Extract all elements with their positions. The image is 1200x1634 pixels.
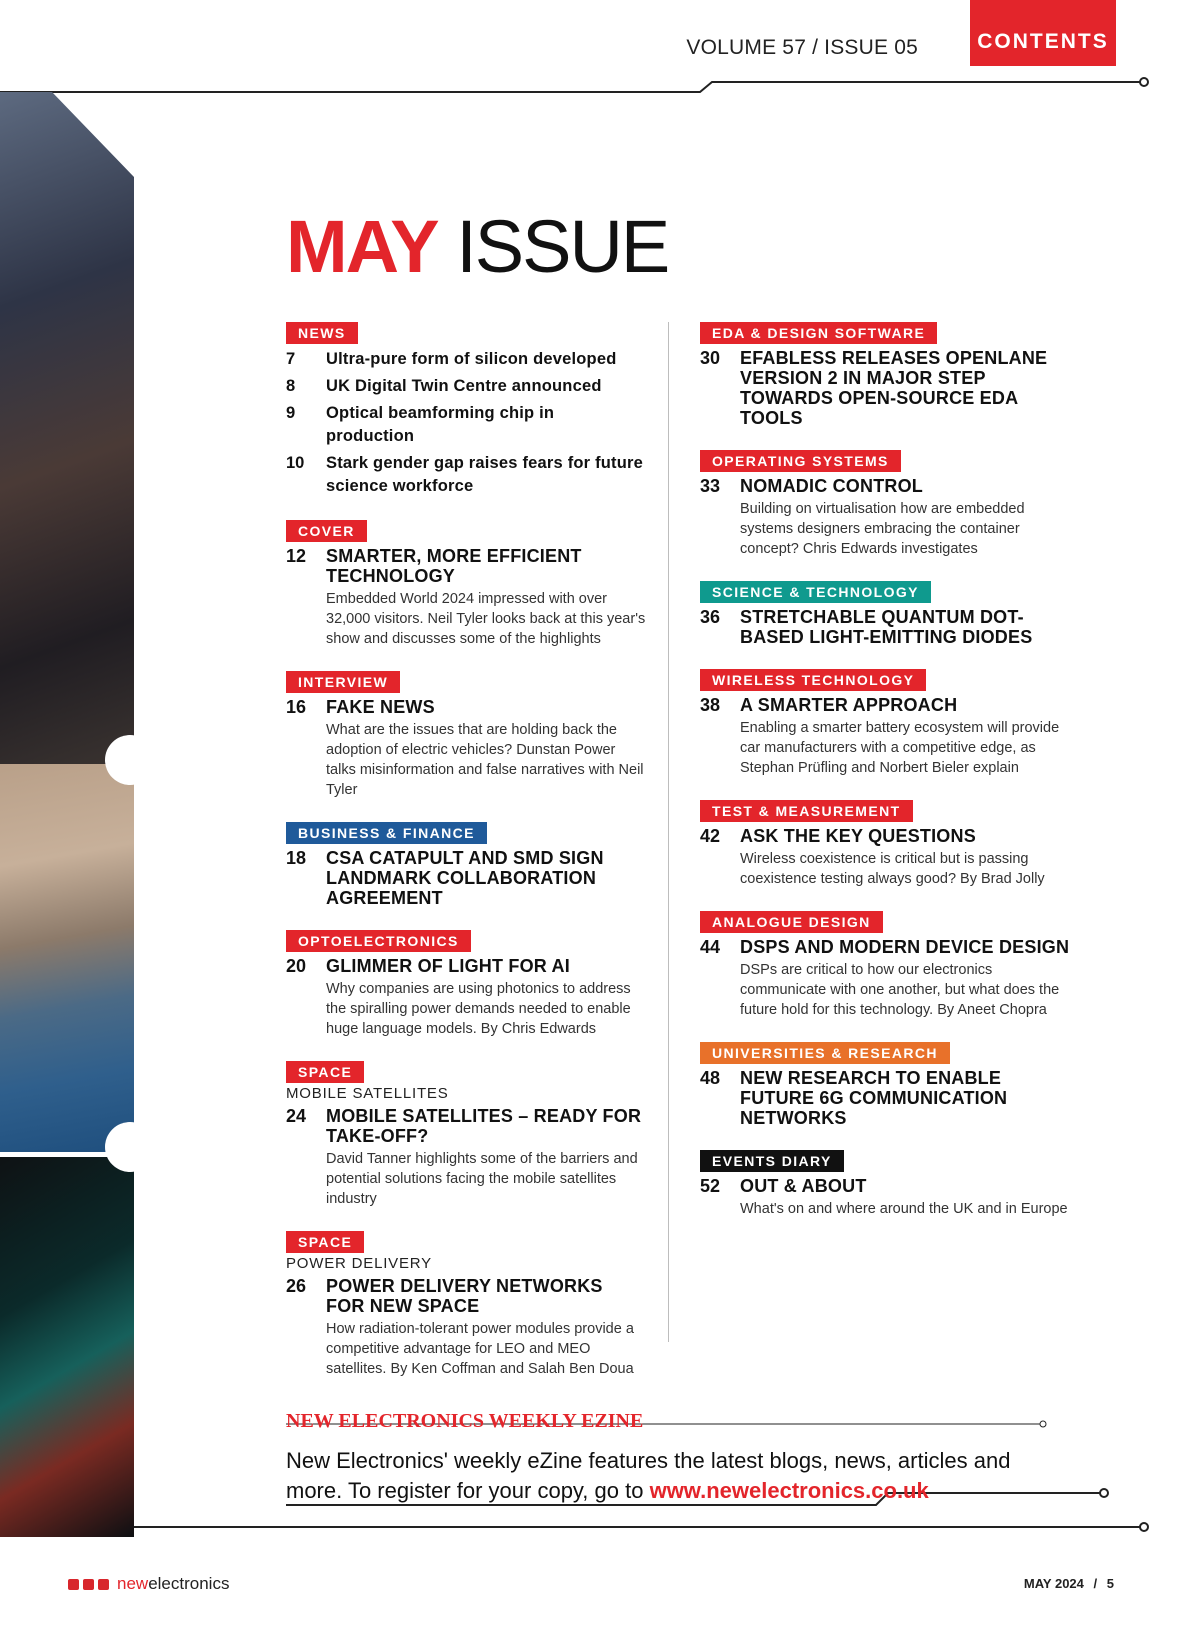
section-space-power	[286, 1231, 646, 1379]
item-description: Wireless coexistence is critical but is passing coexistence testing always good? By Brad Jolly	[740, 851, 1045, 887]
list-item[interactable]	[286, 546, 646, 649]
item-title: SMARTER, MORE EFFICIENT TECHNOLOGY	[326, 546, 582, 586]
section-tag: BUSINESS & FINANCE	[286, 822, 487, 844]
section-tag: SPACE	[286, 1061, 364, 1083]
item-title: MOBILE SATELLITES – READY FOR TAKE-OFF?	[326, 1106, 642, 1146]
section-tag: WIRELESS TECHNOLOGY	[700, 669, 926, 691]
item-title: GLIMMER OF LIGHT FOR AI	[326, 956, 570, 976]
page-number: 48	[700, 1068, 721, 1088]
page-number: 9	[286, 404, 296, 422]
column-divider	[668, 322, 669, 1342]
brand-electronics: electronics	[148, 1574, 230, 1593]
section-test-measurement	[700, 800, 1070, 889]
page-number: 44	[700, 937, 721, 957]
page-number: 18	[286, 848, 307, 868]
page-number: 42	[700, 826, 721, 846]
ezine-link[interactable]: www.newelectronics.co.uk	[649, 1478, 929, 1503]
section-tag: COVER	[286, 520, 367, 542]
page-number: 36	[700, 607, 721, 627]
section-eda	[700, 322, 1070, 428]
page-number: 38	[700, 695, 721, 715]
item-description: Building on virtualisation how are embedded systems designers embracing the container concept? Chris Edwards investigates	[740, 501, 1025, 557]
section-tag: SCIENCE & TECHNOLOGY	[700, 581, 931, 603]
section-tag: NEWS	[286, 322, 358, 344]
list-item[interactable]	[286, 1276, 646, 1379]
item-title: Stark gender gap raises fears for future science workforce	[326, 454, 644, 495]
section-universities-research	[700, 1042, 1070, 1128]
section-science-technology	[700, 581, 1070, 647]
list-item[interactable]	[286, 375, 646, 398]
list-item[interactable]	[700, 476, 1070, 559]
footer-page-info	[1024, 1576, 1114, 1591]
section-interview	[286, 671, 646, 800]
list-item[interactable]	[286, 697, 646, 800]
item-description: How radiation-tolerant power modules provide a competitive advantage for LEO and MEO satellites. By Ken Coffman and Salah Ben Doua	[326, 1321, 634, 1377]
coastline-satellite-photo	[0, 764, 134, 1152]
list-item[interactable]	[286, 848, 646, 908]
item-description: What's on and where around the UK and in Europe	[740, 1201, 1068, 1217]
item-title: CSA CATAPULT AND SMD SIGN LANDMARK COLLABORATION AGREEMENT	[326, 848, 604, 908]
section-events-diary	[700, 1150, 1070, 1219]
list-item[interactable]	[700, 1176, 1070, 1219]
left-column	[286, 322, 646, 1401]
page-number: 33	[700, 476, 721, 496]
list-item[interactable]	[286, 348, 646, 371]
section-operating-systems	[700, 450, 1070, 559]
item-description: Embedded World 2024 impressed with over 32,000 visitors. Neil Tyler looks back at this year's show and discusses some of the highlights	[326, 591, 646, 647]
brand-new: new	[117, 1574, 149, 1593]
right-column	[700, 322, 1070, 1241]
section-tag: OPTOELECTRONICS	[286, 930, 471, 952]
list-item[interactable]	[700, 348, 1070, 428]
title-may: MAY	[286, 205, 438, 288]
item-title: OUT & ABOUT	[740, 1176, 867, 1196]
waveform-graphic	[0, 1157, 134, 1537]
page-number-footer: 5	[1106, 1576, 1114, 1591]
section-cover	[286, 520, 646, 649]
page-number: 12	[286, 546, 307, 566]
page-number: 24	[286, 1106, 307, 1126]
item-title: EFABLESS RELEASES OPENLANE VERSION 2 IN MAJOR STEP TOWARDS OPEN-SOURCE EDA TOOLS	[740, 348, 1048, 428]
footer-date: MAY 2024	[1023, 1576, 1084, 1591]
list-item[interactable]	[700, 937, 1070, 1020]
ezine-body: New Electronics' weekly eZine features the latest blogs, news, articles and more. To register for your copy, go to	[286, 1448, 1011, 1503]
page-number: 10	[286, 454, 305, 472]
section-tag: SPACE	[286, 1231, 364, 1253]
list-item[interactable]	[286, 402, 646, 448]
contents-label: CONTENTS	[977, 30, 1109, 53]
crowd-photo	[0, 92, 134, 764]
section-wireless-technology	[700, 669, 1070, 778]
item-description: Why companies are using photonics to address the spiralling power demands needed to enable huge language models. By Chris Edwards	[326, 981, 631, 1037]
section-subtag: POWER DELIVERY	[286, 1255, 432, 1272]
item-title: Ultra-pure form of silicon developed	[326, 350, 617, 368]
section-business-finance	[286, 822, 646, 908]
x-icon[interactable]	[98, 1579, 109, 1590]
item-title: Optical beamforming chip in production	[326, 404, 555, 445]
item-description: DSPs are critical to how our electronics communicate with one another, but what does the future hold for this technology. By Aneet Chopra	[740, 962, 1060, 1018]
list-item[interactable]	[286, 452, 646, 498]
page-number: 7	[286, 350, 296, 368]
section-tag: OPERATING SYSTEMS	[700, 450, 901, 472]
linkedin-icon[interactable]	[83, 1579, 94, 1590]
section-tag: UNIVERSITIES & RESEARCH	[700, 1042, 950, 1064]
ezine-title: NEW ELECTRONICS WEEKLY EZINE	[286, 1410, 644, 1432]
item-title: NEW RESEARCH TO ENABLE FUTURE 6G COMMUNICATION NETWORKS	[740, 1068, 1008, 1128]
section-optoelectronics	[286, 930, 646, 1039]
section-news	[286, 322, 646, 498]
page-number: 30	[700, 348, 721, 368]
item-title: FAKE NEWS	[326, 697, 435, 717]
strip-notch	[105, 1122, 155, 1172]
ezine-text	[286, 1446, 1046, 1506]
page-number: 52	[700, 1176, 721, 1196]
section-tag: EVENTS DIARY	[700, 1150, 844, 1172]
item-title: POWER DELIVERY NETWORKS FOR NEW SPACE	[326, 1276, 603, 1316]
section-tag: INTERVIEW	[286, 671, 400, 693]
item-title: DSPS AND MODERN DEVICE DESIGN	[740, 937, 1070, 957]
list-item[interactable]	[286, 1106, 646, 1209]
list-item[interactable]	[700, 607, 1070, 647]
section-tag: ANALOGUE DESIGN	[700, 911, 883, 933]
page-number: 16	[286, 697, 307, 717]
footer-brand	[68, 1574, 229, 1594]
list-item[interactable]	[286, 956, 646, 1039]
item-title: A SMARTER APPROACH	[740, 695, 958, 715]
facebook-icon[interactable]	[68, 1579, 79, 1590]
page-title	[286, 205, 669, 288]
item-title: ASK THE KEY QUESTIONS	[740, 826, 976, 846]
item-title: UK Digital Twin Centre announced	[326, 377, 602, 395]
section-tag: EDA & DESIGN SOFTWARE	[700, 322, 937, 344]
section-analogue-design	[700, 911, 1070, 1020]
title-issue: ISSUE	[456, 205, 669, 288]
page-number: 26	[286, 1276, 307, 1296]
section-subtag: MOBILE SATELLITES	[286, 1085, 449, 1102]
item-description: David Tanner highlights some of the barriers and potential solutions facing the mobile satellites industry	[326, 1151, 638, 1207]
volume-issue: VOLUME 57 / ISSUE 05	[686, 36, 918, 59]
section-space-mobile	[286, 1061, 646, 1209]
footer-separator: /	[1093, 1576, 1098, 1591]
strip-notch	[105, 735, 155, 785]
section-tag: TEST & MEASUREMENT	[700, 800, 913, 822]
item-description: What are the issues that are holding back the adoption of electric vehicles? Dunstan Power talks misinformation and false narratives with Neil Tyler	[326, 722, 644, 798]
page-number: 20	[286, 956, 307, 976]
page-number: 8	[286, 377, 296, 395]
item-title: STRETCHABLE QUANTUM DOT-BASED LIGHT-EMITTING DIODES	[740, 607, 1033, 647]
item-description: Enabling a smarter battery ecosystem will provide car manufacturers with a competitive edge, as Stephan Prüfling and Norbert Bieler explain	[740, 720, 1060, 776]
list-item[interactable]	[700, 695, 1070, 778]
list-item[interactable]	[700, 826, 1070, 889]
list-item[interactable]	[700, 1068, 1070, 1128]
item-title: NOMADIC CONTROL	[740, 476, 923, 496]
